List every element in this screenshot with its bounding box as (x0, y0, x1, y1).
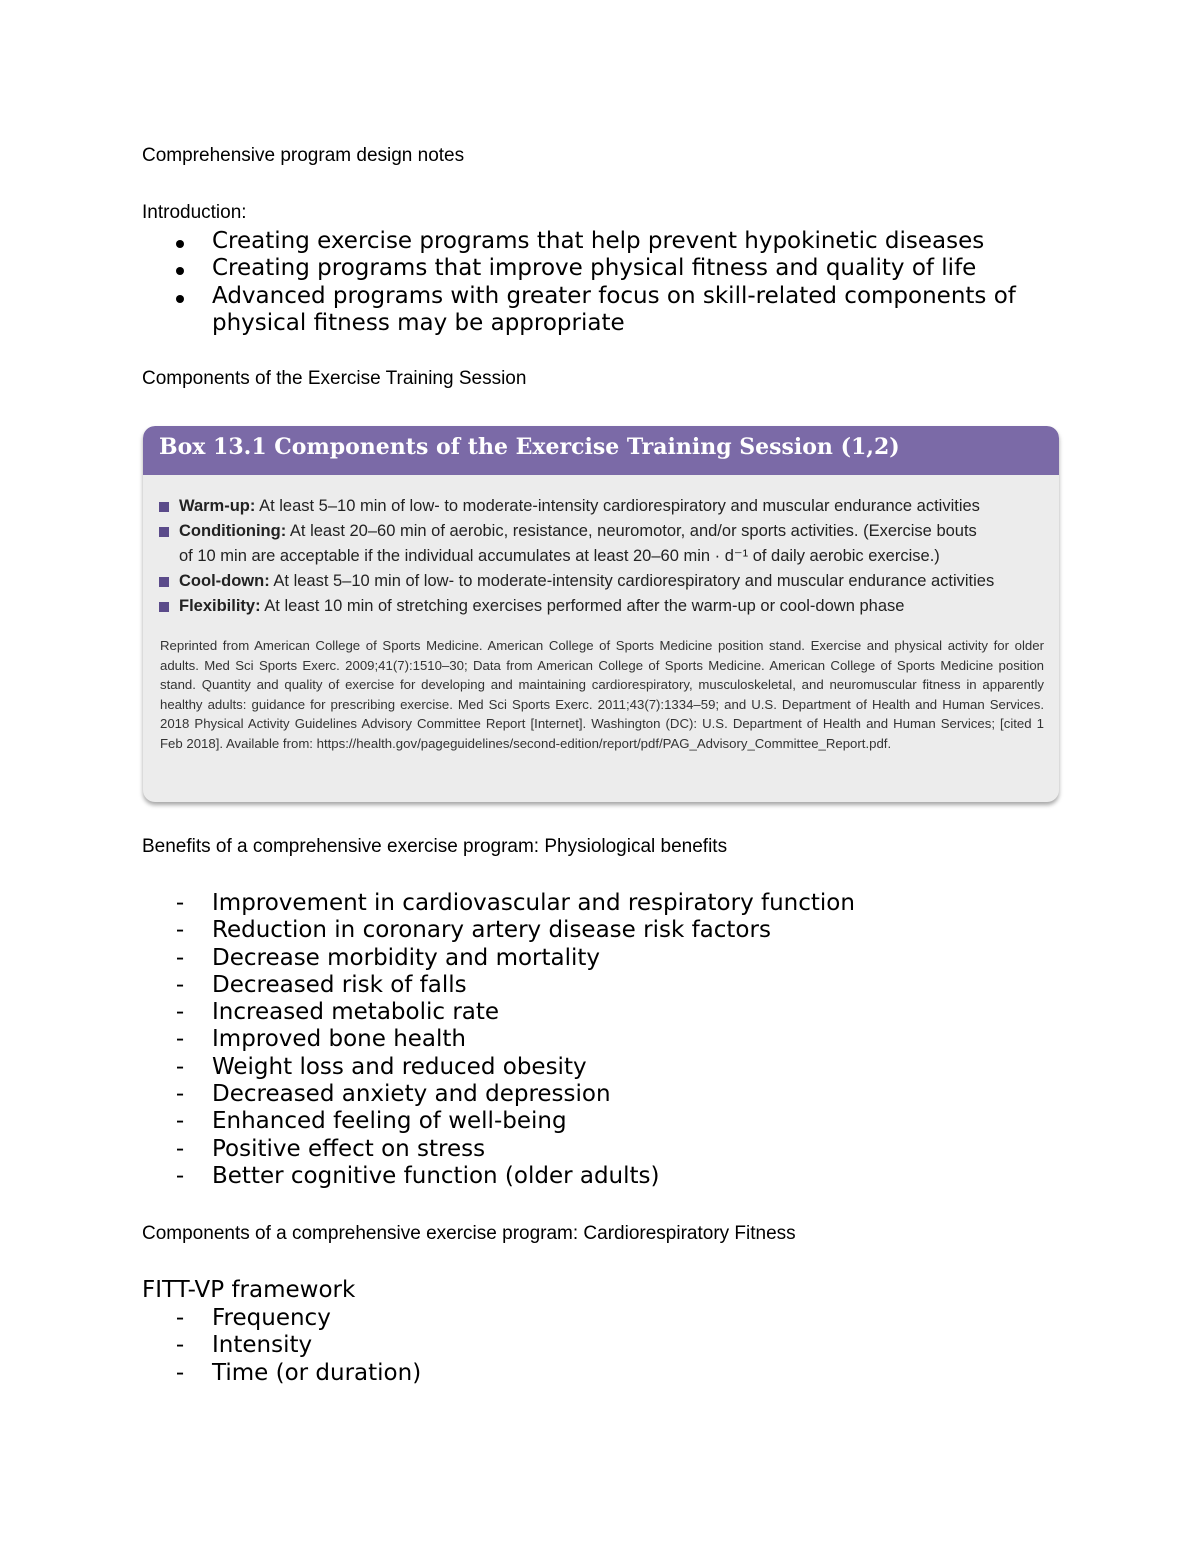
box-reference: Reprinted from American College of Sports Medicine. American College of Sports Medicine position stand. Exercise and physical activity for older adults. Med Sci Sports Exerc. 2009;41(7):1510–30; Data from American College of Sports Medicine. American College of Sports Medicine position stand. Quantity and quality of exercise for developing and maintaining cardiorespiratory, musculoskeletal, and neuromuscular fitness in apparently healthy adults: guidance for prescribing exercise. Med Sci Sports Exerc. 2011;43(7):1334–59; and U.S. Department of Health and Human Services. 2018 Physical Activity Guidelines Advisory Committee Report [Internet]. Washington (DC): U.S. Department of Health and Human Services; [cited 1 Feb 2018]. Available from: https://health.gov/pageguidelines/second-edition/report/pdf/PAG_Advisory_Committee_Report.pdf. (160, 638, 1044, 751)
document-title: Comprehensive program design notes (142, 145, 465, 166)
dash-marker: - (175, 917, 185, 944)
dash-marker: - (175, 971, 185, 998)
introduction-heading: Introduction: (142, 202, 247, 223)
list-item: - Decrease morbidity and mortality (142, 945, 855, 972)
list-item: - Improvement in cardiovascular and respiratory function (142, 890, 855, 917)
dash-marker: - (175, 944, 185, 971)
list-item: - Enhanced feeling of well-being (142, 1108, 855, 1135)
box-item-flexibility: Flexibility: At least 10 min of stretching exercises performed after the warm-up or cool-down phase (157, 594, 994, 619)
dash-marker: - (175, 1108, 185, 1135)
dash-marker: - (175, 1026, 185, 1053)
box-item-conditioning: Conditioning: At least 20–60 min of aerobic, resistance, neuromotor, and/or sports activities. (Exercise bouts of 10 min are acceptable if the individual accumulates at least 20–60 min · d⁻¹ of daily aerobic exercise.) (157, 519, 994, 569)
square-bullet-icon (159, 527, 169, 537)
list-item: Creating programs that improve physical fitness and quality of life (142, 255, 1042, 282)
dash-marker: - (175, 1305, 185, 1331)
benefits-heading: Benefits of a comprehensive exercise program: Physiological benefits (142, 836, 728, 857)
list-item: Advanced programs with greater focus on skill-related components of physical fitness may be appropriate (142, 283, 1042, 338)
box-item-warm-up: Warm-up: At least 5–10 min of low- to moderate-intensity cardiorespiratory and muscular endurance activities (157, 494, 994, 519)
list-item: - Increased metabolic rate (142, 999, 855, 1026)
box-13-1-figure (143, 426, 1059, 802)
list-item: - Weight loss and reduced obesity (142, 1054, 855, 1081)
list-item: - Positive effect on stress (142, 1136, 855, 1163)
dash-marker: - (175, 1081, 185, 1108)
dash-marker: - (175, 1135, 185, 1162)
framework-title: FITT-VP framework (142, 1277, 356, 1303)
cardio-heading: Components of a comprehensive exercise program: Cardiorespiratory Fitness (142, 1223, 796, 1244)
list-item: - Intensity (142, 1332, 421, 1359)
dash-marker: - (175, 890, 185, 916)
square-bullet-icon (159, 577, 169, 587)
list-item: Creating exercise programs that help prevent hypokinetic diseases (142, 228, 1042, 255)
box-item-cool-down: Cool-down: At least 5–10 min of low- to moderate-intensity cardiorespiratory and muscular endurance activities (157, 569, 994, 594)
bullet-icon (172, 255, 188, 282)
benefits-list (142, 890, 855, 1190)
dash-marker: - (175, 1162, 185, 1189)
bullet-icon (172, 283, 188, 310)
square-bullet-icon (159, 502, 169, 512)
dash-marker: - (175, 1053, 185, 1080)
bullet-icon (172, 228, 188, 255)
fitt-vp-list (142, 1305, 421, 1387)
list-item: - Decreased risk of falls (142, 972, 855, 999)
dash-marker: - (175, 1332, 185, 1359)
list-item: - Frequency (142, 1305, 421, 1332)
list-item: - Better cognitive function (older adults) (142, 1163, 855, 1190)
introduction-list (142, 228, 1042, 337)
list-item: - Reduction in coronary artery disease risk factors (142, 917, 855, 944)
box-list (157, 494, 994, 619)
box-title: Box 13.1 Components of the Exercise Training Session (1,2) (159, 434, 900, 460)
square-bullet-icon (159, 602, 169, 612)
list-item: - Improved bone health (142, 1026, 855, 1053)
list-item: - Time (or duration) (142, 1360, 421, 1387)
dash-marker: - (175, 999, 185, 1026)
list-item: - Decreased anxiety and depression (142, 1081, 855, 1108)
dash-marker: - (175, 1359, 185, 1386)
components-heading: Components of the Exercise Training Session (142, 368, 527, 389)
box-header (143, 426, 1059, 475)
